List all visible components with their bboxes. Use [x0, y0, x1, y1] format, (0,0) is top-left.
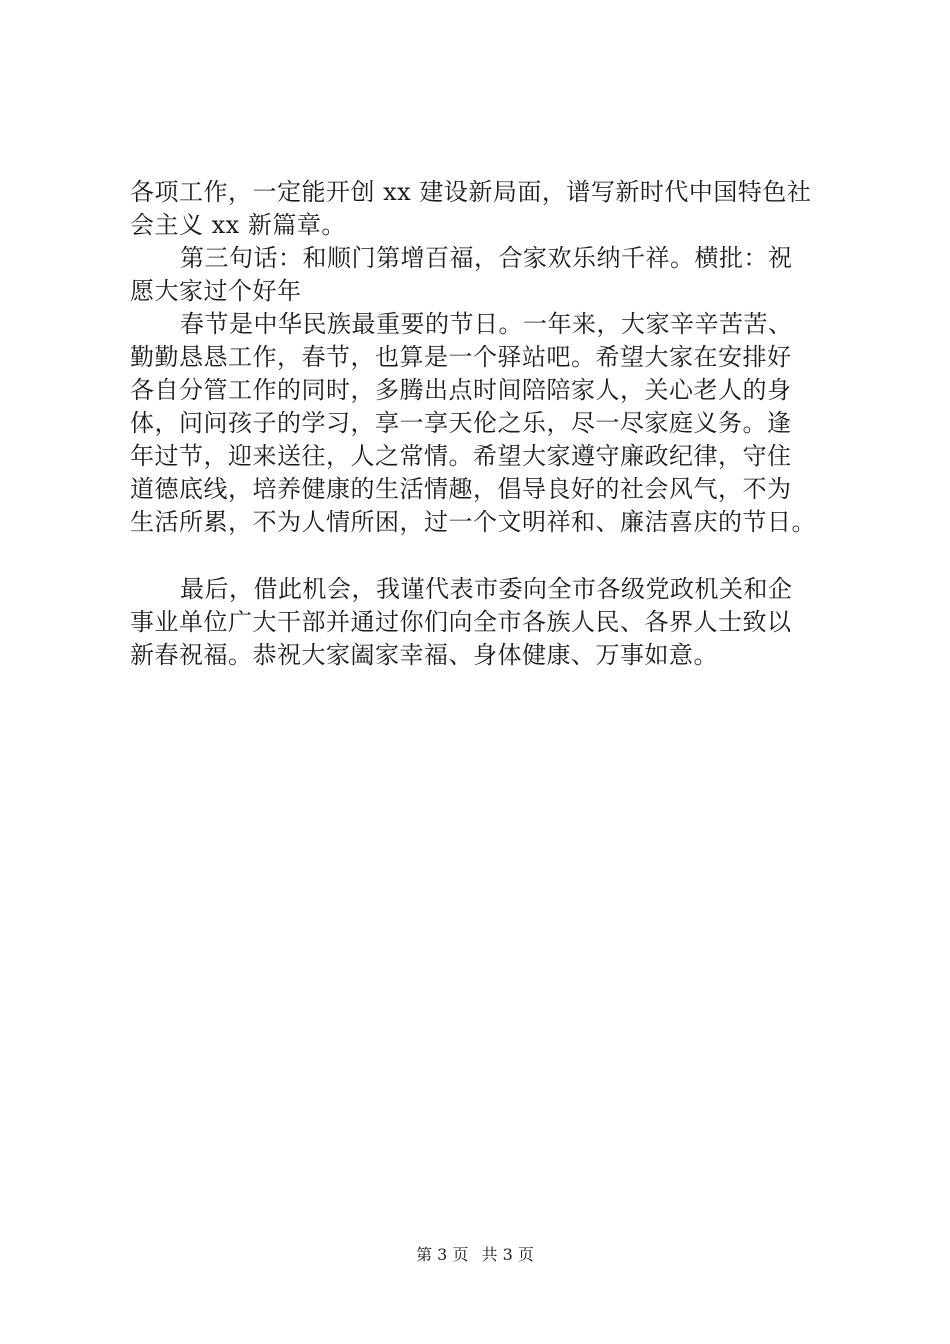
text-line: 会主义 xx 新篇章。 [130, 211, 346, 239]
page-total: 共 3 页 [481, 1245, 534, 1264]
text-line: 新春祝福。恭祝大家阖家幸福、身体健康、万事如意。 [130, 641, 718, 669]
text-line: 各自分管工作的同时，多腾出点时间陪陪家人，关心老人的身 [130, 376, 792, 404]
text-line: 春节是中华民族最重要的节日。一年来，大家辛辛苦苦、 [180, 310, 793, 338]
text-line: 勤勤恳恳工作，春节，也算是一个驿站吧。希望大家在安排好 [130, 343, 792, 371]
page-footer [0, 1244, 950, 1266]
page-number: 第 3 页 [416, 1245, 469, 1264]
paragraph-gap [130, 539, 850, 573]
text-line: 最后，借此机会，我谨代表市委向全市各级党政机关和企 [180, 575, 793, 603]
document-body [130, 176, 850, 672]
text-line: 事业单位广大干部并通过你们向全市各族人民、各界人士致以 [130, 608, 792, 636]
text-line: 第三句话：和顺门第增百福，合家欢乐纳千祥。横批：祝 [180, 244, 793, 272]
text-line: 体，问问孩子的学习，享一享天伦之乐，尽一尽家庭义务。逢 [130, 409, 792, 437]
text-line: 年过节，迎来送往，人之常情。希望大家遵守廉政纪律，守住 [130, 442, 792, 470]
text-line: 愿大家过个好年 [130, 277, 302, 305]
text-line: 道德底线，培养健康的生活情趣，倡导良好的社会风气，不为 [130, 475, 792, 503]
text-line: 生活所累，不为人情所困，过一个文明祥和、廉洁喜庆的节日。 [130, 508, 816, 536]
text-line: 各项工作，一定能开创 xx 建设新局面，谱写新时代中国特色社 [130, 178, 812, 206]
